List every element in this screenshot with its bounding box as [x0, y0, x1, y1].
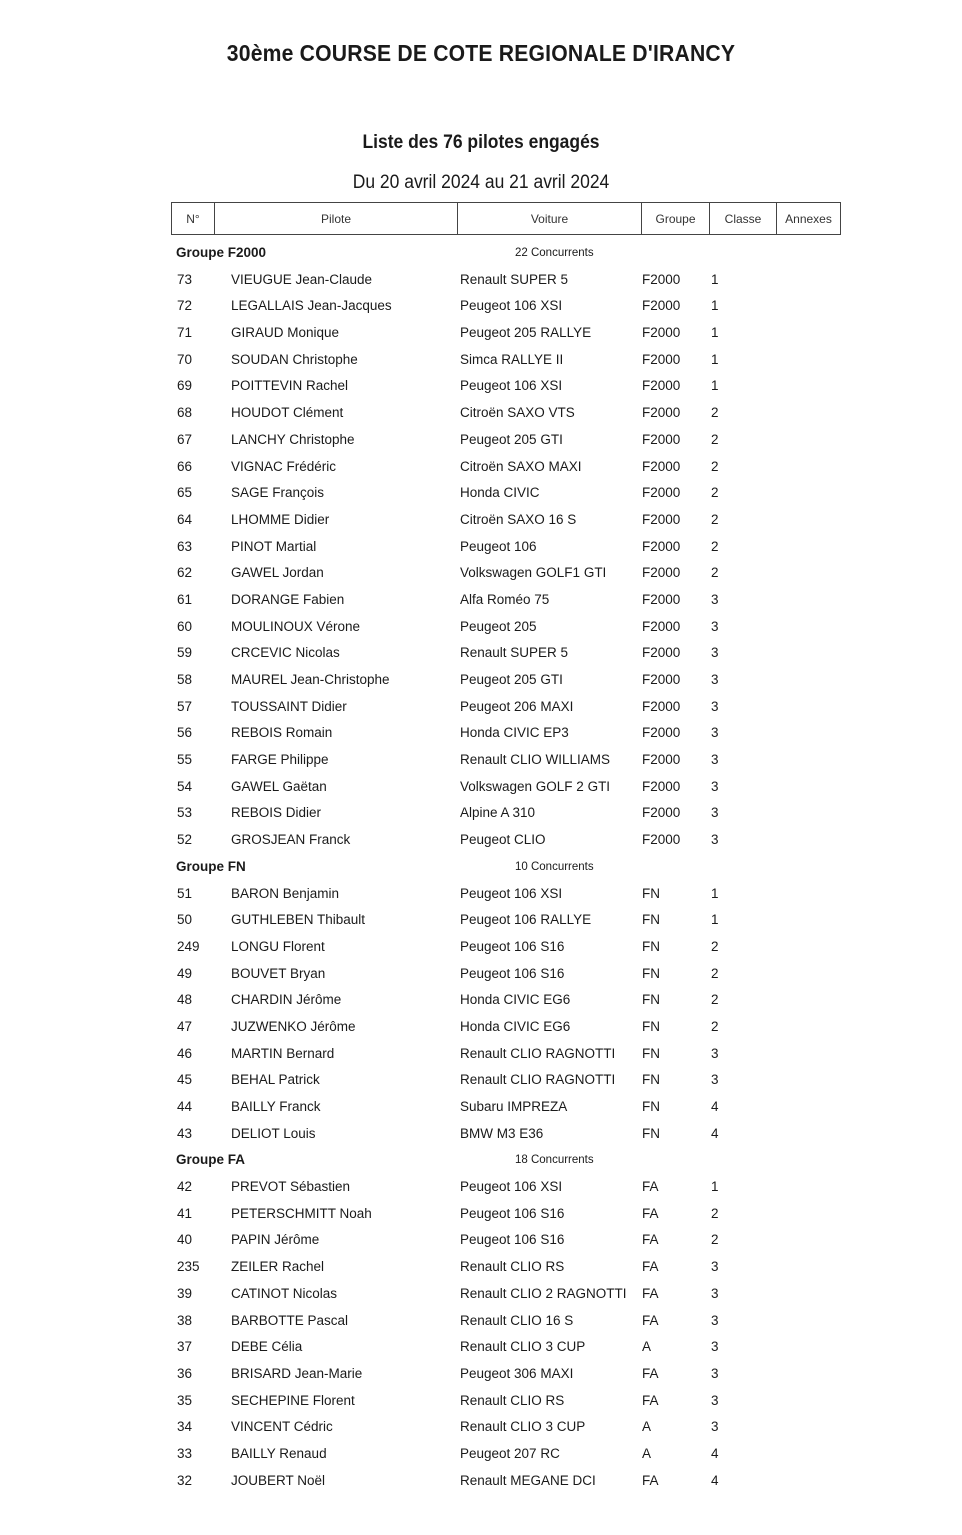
cell-classe: 1 — [711, 298, 719, 314]
cell-num: 32 — [177, 1472, 193, 1488]
table-row — [171, 667, 841, 694]
column-header-classe: Classe — [709, 203, 776, 234]
cell-pilote: PREVOT Sébastien — [231, 1179, 351, 1195]
cell-classe: 3 — [711, 1339, 719, 1355]
cell-voiture: Renault CLIO RAGNOTTI — [460, 1045, 616, 1061]
cell-groupe: FA — [642, 1285, 659, 1301]
cell-voiture: Citroën SAXO MAXI — [460, 458, 582, 474]
table-row — [171, 614, 841, 641]
cell-pilote: SAGE François — [231, 485, 325, 501]
table-row — [171, 1041, 841, 1068]
cell-num: 60 — [177, 618, 193, 634]
cell-groupe: FA — [642, 1232, 659, 1248]
cell-groupe: F2000 — [642, 325, 681, 341]
cell-pilote: VIEUGUE Jean-Claude — [231, 271, 373, 287]
cell-voiture: Peugeot 306 MAXI — [460, 1365, 574, 1381]
cell-num: 57 — [177, 698, 193, 714]
cell-groupe: F2000 — [642, 458, 681, 474]
cell-pilote: PAPIN Jérôme — [231, 1232, 320, 1248]
cell-classe: 3 — [711, 1392, 719, 1408]
cell-groupe: F2000 — [642, 698, 681, 714]
cell-num: 45 — [177, 1072, 193, 1088]
cell-classe: 1 — [711, 325, 719, 341]
cell-voiture: Honda CIVIC EG6 — [460, 1018, 571, 1034]
cell-pilote: JOUBERT Noël — [231, 1472, 326, 1488]
cell-voiture: Peugeot 205 — [460, 618, 537, 634]
document-subtitle: Liste des 76 pilotes engagés — [362, 132, 600, 153]
cell-pilote: BEHAL Patrick — [231, 1072, 320, 1088]
table-row — [171, 1254, 841, 1281]
cell-classe: 3 — [711, 645, 719, 661]
cell-pilote: FARGE Philippe — [231, 752, 329, 768]
cell-voiture: Peugeot 205 GTI — [460, 672, 563, 687]
cell-voiture: Renault SUPER 5 — [460, 645, 569, 661]
cell-groupe: FN — [642, 1045, 660, 1061]
cell-num: 64 — [177, 511, 193, 527]
cell-pilote: SECHEPINE Florent — [231, 1392, 355, 1408]
table-row — [171, 400, 841, 427]
cell-num: 66 — [177, 458, 193, 474]
cell-voiture: Renault CLIO RS — [460, 1259, 565, 1275]
cell-groupe: F2000 — [642, 778, 681, 794]
cell-voiture: Peugeot 106 — [460, 538, 537, 554]
cell-groupe: A — [642, 1419, 652, 1435]
cell-classe: 3 — [711, 778, 719, 794]
cell-num: 72 — [177, 298, 193, 314]
table-row — [171, 907, 841, 934]
cell-classe: 2 — [711, 538, 719, 554]
cell-num: 53 — [177, 805, 193, 821]
group-header — [171, 854, 841, 881]
cell-num: 70 — [177, 351, 193, 367]
cell-voiture: Peugeot 106 XSI — [460, 885, 563, 901]
cell-num: 52 — [177, 832, 193, 848]
table-row — [171, 934, 841, 961]
cell-groupe: A — [642, 1445, 652, 1461]
cell-num: 69 — [177, 378, 193, 394]
cell-pilote: GIRAUD Monique — [231, 325, 340, 341]
table-row — [171, 987, 841, 1014]
group-header — [171, 240, 841, 267]
table-row — [171, 1174, 841, 1201]
cell-classe: 3 — [711, 591, 719, 607]
entry-list — [171, 240, 841, 1494]
cell-pilote: LEGALLAIS Jean-Jacques — [231, 298, 392, 314]
table-row — [171, 587, 841, 614]
cell-num: 59 — [177, 645, 193, 661]
cell-voiture: Honda CIVIC — [460, 485, 540, 501]
cell-groupe: F2000 — [642, 832, 681, 848]
cell-num: 62 — [177, 565, 193, 581]
cell-voiture: Alfa Roméo 75 — [460, 591, 550, 607]
cell-groupe: FA — [642, 1259, 659, 1275]
group-name: Groupe F2000 — [176, 245, 267, 260]
cell-num: 40 — [177, 1232, 193, 1248]
table-row — [171, 881, 841, 908]
cell-classe: 2 — [711, 565, 719, 581]
cell-groupe: F2000 — [642, 618, 681, 634]
cell-classe: 2 — [711, 992, 719, 1008]
cell-groupe: FN — [642, 1018, 660, 1034]
cell-voiture: Peugeot 206 MAXI — [460, 698, 574, 714]
cell-pilote: JUZWENKO Jérôme — [231, 1018, 356, 1034]
table-row — [171, 507, 841, 534]
cell-classe: 4 — [711, 1445, 719, 1461]
group-count: 18 Concurrents — [515, 1154, 594, 1167]
table-row — [171, 347, 841, 374]
table-row — [171, 1361, 841, 1388]
cell-num: 39 — [177, 1285, 193, 1301]
cell-classe: 2 — [711, 431, 719, 447]
table-row — [171, 1201, 841, 1228]
table-row — [171, 534, 841, 561]
cell-num: 51 — [177, 885, 193, 901]
cell-classe: 1 — [711, 912, 719, 928]
cell-groupe: FA — [642, 1472, 659, 1488]
cell-voiture: BMW M3 E36 — [460, 1125, 544, 1141]
cell-voiture: Peugeot 106 S16 — [460, 1232, 565, 1248]
table-row — [171, 774, 841, 801]
cell-groupe: FN — [642, 992, 660, 1008]
cell-voiture: Peugeot 106 S16 — [460, 1205, 565, 1221]
group-name: Groupe FN — [176, 858, 246, 874]
cell-num: 41 — [177, 1205, 193, 1221]
cell-voiture: Peugeot 106 XSI — [460, 378, 563, 394]
table-row — [171, 720, 841, 747]
cell-classe: 2 — [711, 938, 719, 954]
cell-classe: 3 — [711, 1365, 719, 1381]
cell-groupe: FN — [642, 1072, 660, 1088]
cell-groupe: F2000 — [642, 511, 681, 527]
cell-voiture: Peugeot 205 RALLYE — [460, 325, 592, 341]
cell-pilote: GAWEL Jordan — [231, 565, 324, 581]
cell-num: 235 — [177, 1259, 200, 1275]
cell-pilote: DELIOT Louis — [231, 1125, 316, 1141]
table-row — [171, 480, 841, 507]
cell-groupe: F2000 — [642, 271, 681, 287]
table-row — [171, 560, 841, 587]
cell-num: 68 — [177, 405, 193, 421]
cell-voiture: Renault SUPER 5 — [460, 271, 569, 287]
cell-pilote: TOUSSAINT Didier — [231, 698, 347, 714]
cell-voiture: Citroën SAXO 16 S — [460, 511, 577, 527]
cell-num: 73 — [177, 271, 193, 287]
table-row — [171, 1414, 841, 1441]
cell-num: 43 — [177, 1125, 193, 1141]
cell-num: 34 — [177, 1419, 193, 1435]
cell-classe: 3 — [711, 752, 719, 768]
cell-groupe: F2000 — [642, 378, 681, 394]
cell-num: 49 — [177, 965, 193, 981]
cell-groupe: FA — [642, 1392, 659, 1408]
table-row — [171, 1281, 841, 1308]
document-title: 30ème COURSE DE COTE REGIONALE D'IRANCY — [226, 40, 736, 66]
cell-pilote: MAUREL Jean-Christophe — [231, 672, 390, 687]
cell-classe: 2 — [711, 1232, 719, 1248]
cell-pilote: REBOIS Romain — [231, 725, 333, 741]
cell-groupe: F2000 — [642, 485, 681, 501]
cell-classe: 3 — [711, 1072, 719, 1088]
cell-pilote: DEBE Célia — [231, 1339, 303, 1355]
cell-groupe: FN — [642, 965, 660, 981]
cell-pilote: CATINOT Nicolas — [231, 1285, 338, 1301]
cell-groupe: F2000 — [642, 565, 681, 581]
cell-groupe: F2000 — [642, 405, 681, 421]
cell-groupe: FN — [642, 1099, 660, 1114]
cell-pilote: PETERSCHMITT Noah — [231, 1205, 372, 1221]
cell-voiture: Renault CLIO RAGNOTTI — [460, 1072, 616, 1088]
group-count: 10 Concurrents — [515, 860, 594, 873]
cell-num: 58 — [177, 672, 193, 687]
cell-pilote: BOUVET Bryan — [231, 965, 326, 981]
cell-groupe: F2000 — [642, 538, 681, 554]
cell-classe: 1 — [711, 271, 719, 287]
cell-voiture: Renault CLIO 3 CUP — [460, 1419, 586, 1435]
cell-num: 63 — [177, 538, 193, 554]
cell-pilote: BAILLY Renaud — [231, 1445, 327, 1461]
table-row — [171, 1468, 841, 1495]
cell-groupe: F2000 — [642, 351, 681, 367]
cell-classe: 3 — [711, 698, 719, 714]
cell-num: 50 — [177, 912, 193, 928]
cell-groupe: F2000 — [642, 805, 681, 821]
cell-num: 44 — [177, 1099, 193, 1114]
cell-classe: 4 — [711, 1099, 719, 1114]
cell-groupe: FN — [642, 1125, 660, 1141]
cell-classe: 2 — [711, 965, 719, 981]
cell-pilote: VINCENT Cédric — [231, 1419, 333, 1435]
cell-classe: 1 — [711, 885, 719, 901]
cell-num: 67 — [177, 431, 193, 447]
cell-groupe: F2000 — [642, 431, 681, 447]
cell-classe: 2 — [711, 458, 719, 474]
cell-groupe: FN — [642, 885, 660, 901]
cell-classe: 2 — [711, 511, 719, 527]
cell-num: 36 — [177, 1365, 193, 1381]
cell-classe: 3 — [711, 1045, 719, 1061]
group-header — [171, 1147, 841, 1174]
cell-classe: 3 — [711, 725, 719, 741]
cell-num: 37 — [177, 1339, 193, 1355]
cell-pilote: BAILLY Franck — [231, 1099, 321, 1114]
cell-groupe: F2000 — [642, 591, 681, 607]
cell-voiture: Peugeot 106 XSI — [460, 298, 563, 314]
cell-pilote: GROSJEAN Franck — [231, 832, 351, 848]
cell-voiture: Peugeot 207 RC — [460, 1445, 560, 1461]
cell-pilote: REBOIS Didier — [231, 805, 322, 821]
cell-classe: 3 — [711, 1285, 719, 1301]
cell-groupe: FA — [642, 1312, 659, 1328]
cell-num: 46 — [177, 1045, 193, 1061]
table-row — [171, 640, 841, 667]
cell-classe: 1 — [711, 378, 719, 394]
table-row — [171, 454, 841, 481]
table-row — [171, 1014, 841, 1041]
cell-voiture: Peugeot 106 S16 — [460, 965, 565, 981]
cell-groupe: F2000 — [642, 752, 681, 768]
cell-num: 249 — [177, 938, 200, 954]
table-row — [171, 1227, 841, 1254]
table-header — [171, 202, 841, 235]
cell-groupe: F2000 — [642, 725, 681, 741]
cell-pilote: GAWEL Gaëtan — [231, 778, 327, 794]
cell-classe: 3 — [711, 1259, 719, 1275]
cell-voiture: Peugeot CLIO — [460, 832, 546, 848]
cell-pilote: BARBOTTE Pascal — [231, 1312, 349, 1328]
table-row — [171, 320, 841, 347]
cell-voiture: Renault CLIO WILLIAMS — [460, 752, 611, 768]
cell-pilote: BARON Benjamin — [231, 885, 340, 901]
cell-groupe: FA — [642, 1205, 659, 1221]
cell-voiture: Renault CLIO 16 S — [460, 1312, 574, 1328]
group-name: Groupe FA — [176, 1152, 246, 1168]
cell-groupe: FA — [642, 1179, 659, 1195]
cell-voiture: Renault CLIO RS — [460, 1392, 565, 1408]
table-row — [171, 827, 841, 854]
cell-classe: 3 — [711, 832, 719, 848]
cell-pilote: GUTHLEBEN Thibault — [231, 912, 366, 928]
table-row — [171, 427, 841, 454]
column-header-pilote: Pilote — [214, 203, 457, 234]
cell-pilote: LONGU Florent — [231, 938, 325, 954]
cell-num: 35 — [177, 1392, 193, 1408]
cell-pilote: DORANGE Fabien — [231, 591, 345, 607]
table-row — [171, 267, 841, 294]
table-row — [171, 1334, 841, 1361]
table-row — [171, 800, 841, 827]
cell-pilote: CHARDIN Jérôme — [231, 992, 342, 1008]
table-row — [171, 293, 841, 320]
cell-classe: 3 — [711, 805, 719, 821]
cell-classe: 1 — [711, 1179, 719, 1195]
table-row — [171, 373, 841, 400]
cell-pilote: CRCEVIC Nicolas — [231, 645, 340, 661]
table-row — [171, 1067, 841, 1094]
cell-classe: 3 — [711, 618, 719, 634]
cell-num: 71 — [177, 325, 193, 341]
cell-pilote: BRISARD Jean-Marie — [231, 1365, 363, 1381]
cell-voiture: Peugeot 106 S16 — [460, 938, 565, 954]
cell-groupe: FN — [642, 938, 660, 954]
cell-classe: 3 — [711, 1312, 719, 1328]
cell-voiture: Alpine A 310 — [460, 805, 536, 821]
cell-groupe: A — [642, 1339, 652, 1355]
cell-voiture: Honda CIVIC EG6 — [460, 992, 571, 1008]
cell-pilote: LHOMME Didier — [231, 511, 330, 527]
cell-num: 55 — [177, 752, 193, 768]
cell-classe: 3 — [711, 672, 719, 687]
cell-classe: 2 — [711, 405, 719, 421]
cell-voiture: Peugeot 106 RALLYE — [460, 912, 592, 928]
column-header-num: N° — [186, 211, 200, 226]
cell-groupe: FA — [642, 1365, 659, 1381]
cell-num: 33 — [177, 1445, 193, 1461]
cell-pilote: MOULINOUX Vérone — [231, 618, 361, 634]
table-row — [171, 694, 841, 721]
cell-voiture: Peugeot 205 GTI — [460, 431, 563, 447]
cell-pilote: PINOT Martial — [231, 538, 317, 554]
cell-pilote: POITTEVIN Rachel — [231, 378, 349, 394]
cell-classe: 3 — [711, 1419, 719, 1435]
cell-groupe: F2000 — [642, 298, 681, 314]
cell-pilote: VIGNAC Frédéric — [231, 458, 337, 474]
event-dates: Du 20 avril 2024 au 21 avril 2024 — [352, 172, 610, 193]
cell-voiture: Simca RALLYE II — [460, 351, 564, 367]
cell-groupe: FN — [642, 912, 660, 928]
cell-classe: 2 — [711, 1018, 719, 1034]
cell-voiture: Citroën SAXO VTS — [460, 405, 575, 421]
cell-num: 56 — [177, 725, 193, 741]
table-row — [171, 1388, 841, 1415]
column-header-groupe: Groupe — [641, 203, 709, 234]
table-row — [171, 1094, 841, 1121]
cell-num: 48 — [177, 992, 193, 1008]
cell-num: 54 — [177, 778, 193, 794]
cell-voiture: Renault MEGANE DCI — [460, 1472, 596, 1488]
cell-classe: 4 — [711, 1472, 719, 1488]
cell-num: 42 — [177, 1179, 193, 1195]
table-row — [171, 1441, 841, 1468]
cell-voiture: Volkswagen GOLF1 GTI — [460, 565, 607, 581]
cell-classe: 2 — [711, 1205, 719, 1221]
cell-num: 38 — [177, 1312, 193, 1328]
cell-voiture: Volkswagen GOLF 2 GTI — [460, 778, 611, 794]
cell-classe: 1 — [711, 351, 719, 367]
cell-classe: 2 — [711, 485, 719, 501]
group-count: 22 Concurrents — [515, 247, 594, 259]
cell-pilote: MARTIN Bernard — [231, 1045, 335, 1061]
table-row — [171, 747, 841, 774]
column-header-annexes: Annexes — [776, 203, 840, 234]
cell-classe: 4 — [711, 1125, 719, 1141]
cell-num: 65 — [177, 485, 193, 501]
cell-voiture: Renault CLIO 2 RAGNOTTI — [460, 1285, 627, 1301]
cell-pilote: HOUDOT Clément — [231, 405, 344, 421]
table-row — [171, 961, 841, 988]
cell-voiture: Subaru IMPREZA — [460, 1099, 568, 1114]
cell-groupe: F2000 — [642, 672, 681, 687]
column-header-voiture: Voiture — [457, 203, 641, 234]
cell-pilote: LANCHY Christophe — [231, 431, 355, 447]
cell-pilote: ZEILER Rachel — [231, 1259, 325, 1275]
cell-pilote: SOUDAN Christophe — [231, 351, 358, 367]
table-row — [171, 1121, 841, 1148]
cell-num: 61 — [177, 591, 193, 607]
cell-voiture: Renault CLIO 3 CUP — [460, 1339, 586, 1355]
cell-groupe: F2000 — [642, 645, 681, 661]
cell-voiture: Peugeot 106 XSI — [460, 1179, 563, 1195]
cell-voiture: Honda CIVIC EP3 — [460, 725, 569, 741]
cell-num: 47 — [177, 1018, 193, 1034]
table-row — [171, 1308, 841, 1335]
